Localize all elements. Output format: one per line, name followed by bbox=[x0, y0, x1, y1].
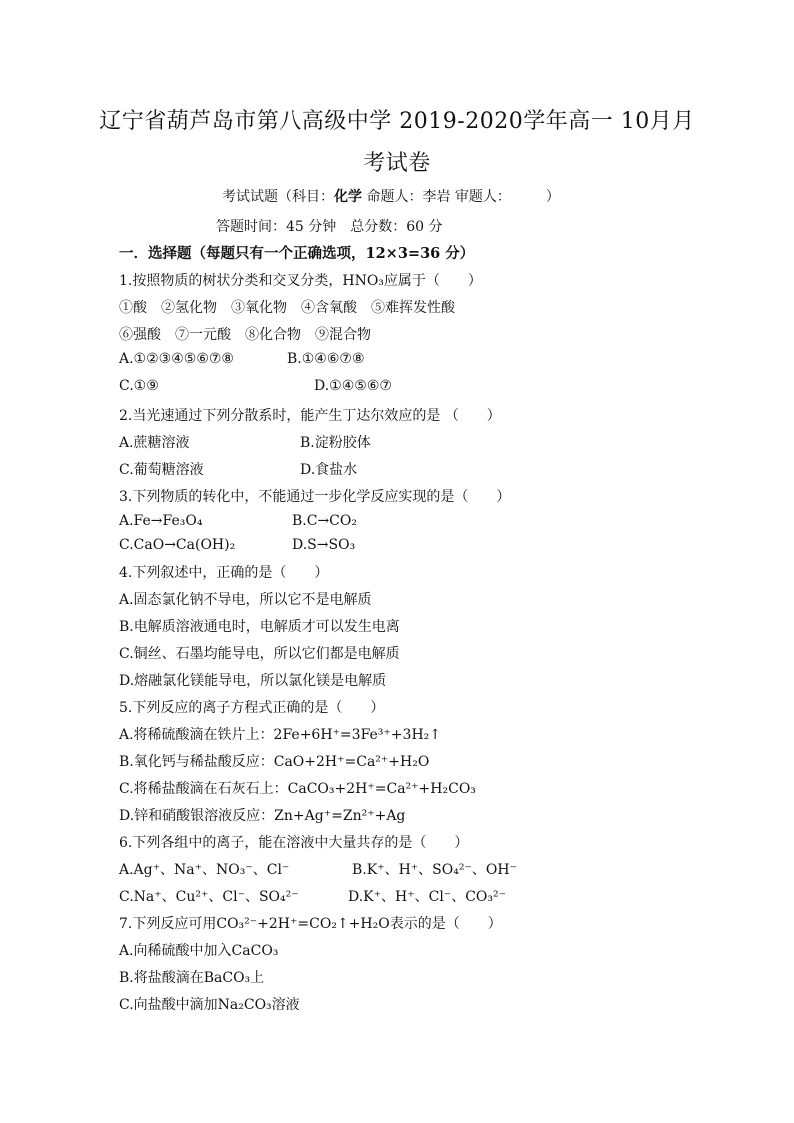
question-1-option-a: A.①②③④⑤⑥⑦⑧ bbox=[119, 351, 234, 367]
exam-info-suffix: 命题人：李岩 审题人： ） bbox=[362, 189, 560, 205]
question-2-option-d: D.食盐水 bbox=[300, 462, 358, 478]
question-7-option-b: B.将盐酸滴在BaCO₃上 bbox=[119, 970, 265, 986]
question-4-option-b: B.电解质溶液通电时，电解质才可以发生电离 bbox=[119, 619, 400, 635]
question-5-option-d: D.锌和硝酸银溶液反应：Zn+Ag⁺=Zn²⁺+Ag bbox=[119, 808, 406, 824]
question-2-stem: 2.当光速通过下列分散系时，能产生丁达尔效应的是 （ ） bbox=[119, 408, 501, 424]
question-2-option-c: C.葡萄糖溶液 bbox=[119, 462, 204, 478]
question-6-stem: 6.下列各组中的离子，能在溶液中大量共存的是（ ） bbox=[119, 835, 469, 851]
question-6-option-a: A.Ag⁺、Na⁺、NO₃⁻、Cl⁻ bbox=[119, 862, 290, 878]
question-4-option-d: D.熔融氯化镁能导电，所以氯化镁是电解质 bbox=[119, 673, 387, 689]
question-1-stem: 1.按照物质的树状分类和交叉分类，HNO₃应属于（ ） bbox=[119, 273, 482, 289]
question-5-option-b: B.氧化钙与稀盐酸反应：CaO+2H⁺=Ca²⁺+H₂O bbox=[119, 754, 430, 770]
question-1-items-row1: ①酸 ②氢化物 ③氧化物 ④含氧酸 ⑤难挥发性酸 bbox=[119, 300, 455, 316]
question-1-option-b: B.①④⑥⑦⑧ bbox=[287, 351, 365, 367]
question-3-stem: 3.下列物质的转化中，不能通过一步化学反应实现的是（ ） bbox=[119, 489, 511, 505]
question-1-option-d: D.①④⑤⑥⑦ bbox=[314, 378, 392, 394]
question-7-option-c: C.向盐酸中滴加Na₂CO₃溶液 bbox=[119, 997, 300, 1013]
exam-time-score: 答题时间：45 分钟 总分数：60 分 bbox=[216, 219, 443, 235]
section-heading-choice: 一．选择题（每题只有一个正确选项，12×3=36 分） bbox=[119, 245, 475, 262]
exam-info bbox=[222, 186, 560, 206]
question-4-stem: 4.下列叙述中，正确的是（ ） bbox=[119, 565, 329, 581]
question-1-option-c: C.①⑨ bbox=[119, 378, 159, 394]
question-3-option-d: D.S→SO₃ bbox=[292, 537, 356, 553]
exam-subject: 化学 bbox=[334, 189, 362, 205]
question-5-stem: 5.下列反应的离子方程式正确的是（ ） bbox=[119, 700, 385, 716]
question-7-stem: 7.下列反应可用CO₃²⁻+2H⁺=CO₂↑+H₂O表示的是（ ） bbox=[119, 916, 502, 932]
question-5-option-c: C.将稀盐酸滴在石灰石上：CaCO₃+2H⁺=Ca²⁺+H₂CO₃ bbox=[119, 781, 476, 797]
question-6-option-b: B.K⁺、H⁺、SO₄²⁻、OH⁻ bbox=[352, 862, 517, 878]
exam-title-line2: 考试卷 bbox=[363, 151, 431, 176]
question-6-option-c: C.Na⁺、Cu²⁺、Cl⁻、SO₄²⁻ bbox=[119, 889, 299, 905]
question-1-items-row2: ⑥强酸 ⑦一元酸 ⑧化合物 ⑨混合物 bbox=[119, 327, 371, 343]
question-3-option-c: C.CaO→Ca(OH)₂ bbox=[119, 537, 236, 553]
question-4-option-a: A.固态氯化钠不导电，所以它不是电解质 bbox=[119, 592, 372, 608]
question-4-option-c: C.铜丝、石墨均能导电，所以它们都是电解质 bbox=[119, 646, 400, 662]
question-7-option-a: A.向稀硫酸中加入CaCO₃ bbox=[119, 943, 279, 959]
question-3-option-b: B.C→CO₂ bbox=[292, 513, 357, 529]
question-2-option-b: B.淀粉胶体 bbox=[300, 435, 371, 451]
question-2-option-a: A.蔗糖溶液 bbox=[119, 435, 190, 451]
question-6-option-d: D.K⁺、H⁺、Cl⁻、CO₃²⁻ bbox=[348, 889, 507, 905]
exam-title-line1: 辽宁省葫芦岛市第八高级中学 2019-2020学年高一 10月月 bbox=[99, 109, 695, 134]
exam-info-prefix: 考试试题（科目： bbox=[222, 189, 334, 205]
question-3-option-a: A.Fe→Fe₃O₄ bbox=[119, 513, 203, 529]
question-5-option-a: A.将稀硫酸滴在铁片上：2Fe+6H⁺=3Fe³⁺+3H₂↑ bbox=[119, 727, 441, 743]
